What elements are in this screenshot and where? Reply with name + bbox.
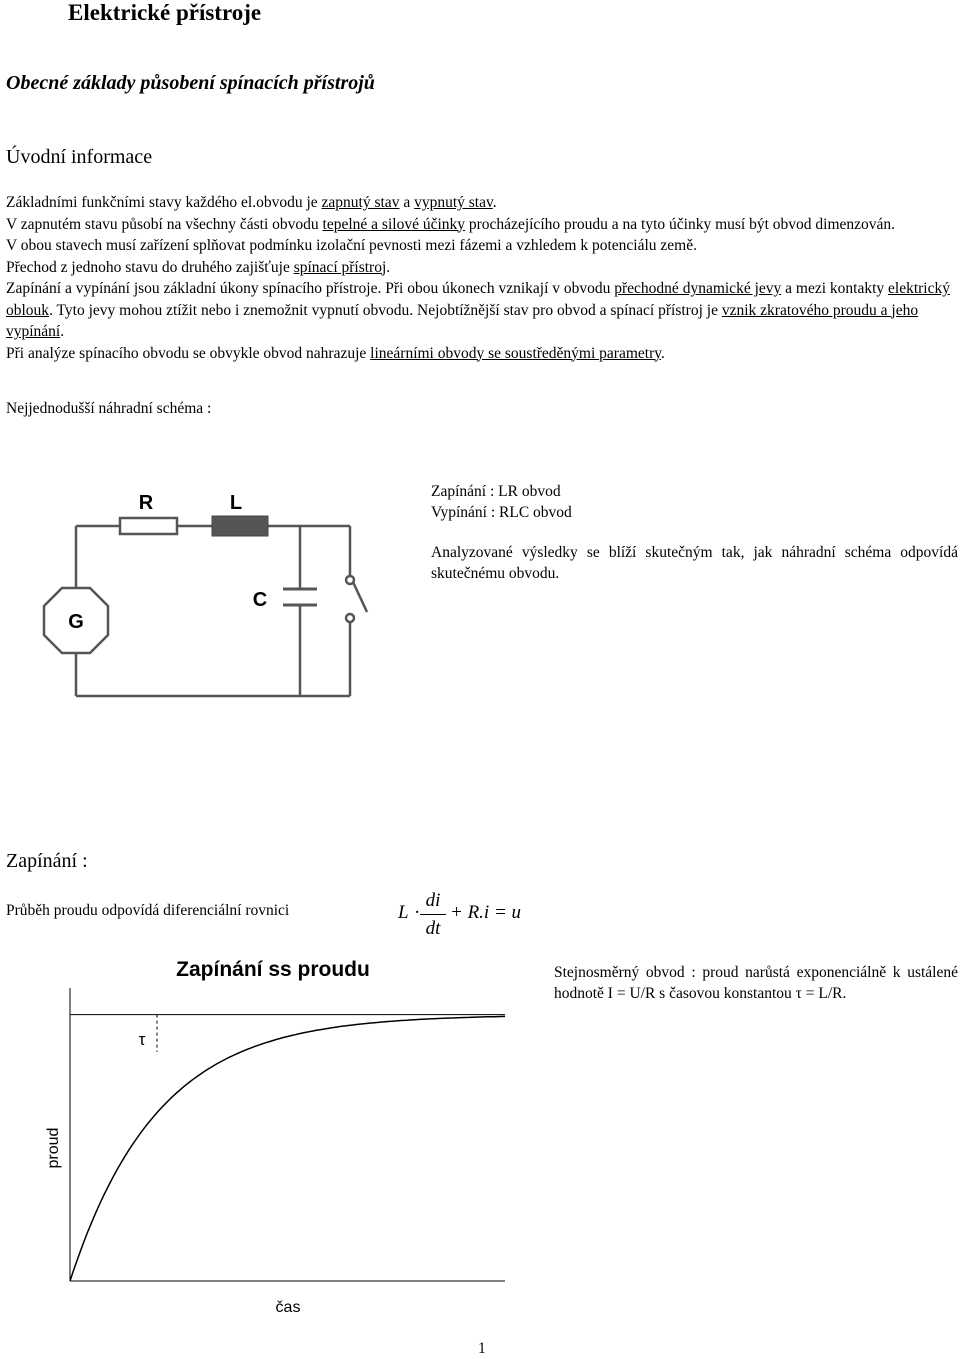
chart-description: Stejnosměrný obvod : proud narůstá exponenciálně k ustálené hodnotě I = U/R s časovou konstantou τ = L/R. [554,964,958,1002]
paragraph-transition: Přechod z jednoho stavu do druhého zajišťuje spínací přístroj. [6,258,391,276]
label-R: R [138,492,154,514]
eq-L: L [398,902,409,923]
link-transients[interactable]: přechodné dynamické jevy [614,280,782,297]
eq-fraction [420,890,446,940]
link-arc[interactable]: elektrický oblouk [6,280,950,319]
side-line-1: Zapínání : LR obvod [431,483,561,500]
diff-equation-text: Průběh proudu odpovídá diferenciální rovnici [6,902,290,919]
x-axis-label: čas [275,1299,301,1316]
paragraph-effects: V zapnutém stavu působí na všechny části obvodu tepelné a silové účinky procházejícího proudu a na tyto účinky musí být obvod dimenzován. [6,215,896,233]
section-intro: Úvodní informace [6,146,153,168]
link-on-state[interactable]: zapnutý stav [321,194,400,211]
eq-rest: + R.i = u [450,902,522,923]
link-short-circuit[interactable]: vznik zkratového proudu a jeho vypínání [6,301,919,340]
tau-annotation: τ [138,1030,146,1049]
eq-numerator: di [425,890,441,911]
label-G: G [68,611,84,633]
eq-denominator: dt [425,918,441,939]
paragraph-states: Základními funkčními stavy každého el.obvodu je zapnutý stav a vypnutý stav. [6,194,497,211]
current-rise-chart [30,948,510,1318]
section-switch-on: Zapínání : [6,850,88,872]
y-axis-label: proud [45,1127,62,1169]
link-off-state[interactable]: vypnutý stav [414,194,493,211]
link-effects[interactable]: tepelné a silové účinky [322,215,466,233]
switch-contact-bottom [346,614,354,622]
chart-title: Zapínání ss proudu [176,958,370,981]
label-L: L [229,492,243,514]
paragraph-analysis: Při analýze spínacího obvodu se obvykle obvod nahrazuje lineárními obvody se soustředěnými parametry. [6,344,665,362]
current-curve [70,1016,505,1281]
side-line-2: Vypínání : RLC obvod [431,504,572,521]
switch-blade [353,582,367,612]
link-linear-circuits[interactable]: lineárními obvody se soustředěnými parametry [370,344,661,362]
link-switch-device[interactable]: spínací přístroj [293,258,387,276]
label-C: C [252,589,268,611]
page-title: Elektrické přístroje [68,0,262,25]
circuit-diagram [40,478,380,708]
differential-equation: L · di dt + R.i = u [398,890,522,939]
resistor-symbol [120,518,177,534]
schema-label: Nejjednodušší náhradní schéma : [6,400,212,417]
subtitle: Obecné základy působení spínacích přístrojů [6,72,375,94]
paragraph-switching: Zapínání a vypínání jsou základní úkony spínacího přístroje. Při obou úkonech vznikají v obvodu přechodné dynamické jevy a mezi kontakty elektrický oblouk. Tyto jevy mohou ztížit nebo i znemožnit vypnutí obvodu. Nejobtížnější stav pro obvod a spínací přístroj je vznik zkratového proudu a jeho vypínání. [6,280,950,340]
page-number: 1 [478,1340,486,1357]
paragraph-insulation: V obou stavech musí zařízení splňovat podmínku izolační pevnosti mezi fázemi a vzhledem k potenciálu země. [6,237,697,254]
intro-paragraphs [6,192,956,364]
side-paragraph: Analyzované výsledky se blíží skutečným tak, jak náhradní schéma odpovídá skutečnému obvodu. [431,544,958,582]
inductor-symbol [212,516,268,536]
